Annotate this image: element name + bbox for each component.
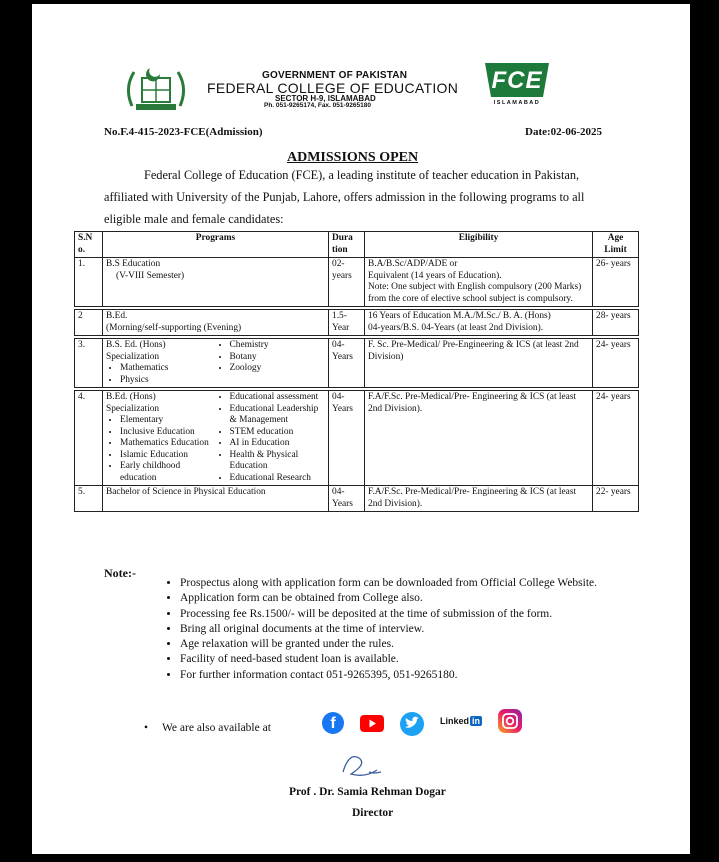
header-programs: Programs [103, 232, 329, 258]
list-item: • Mathematics [120, 363, 216, 375]
row-age: 26- years [593, 258, 639, 307]
row-sn: 4. [75, 391, 103, 486]
row-program [103, 258, 329, 307]
specialization-block [106, 340, 325, 386]
row-duration: 04- Years [329, 391, 365, 486]
notes-list [162, 576, 640, 683]
note-text: Prospectus along with application form can be downloaded from Official College Website. [180, 577, 598, 589]
facebook-icon[interactable] [322, 712, 344, 734]
row-eligibility [365, 258, 593, 307]
fce-logo [483, 59, 551, 111]
row-age: 24- years [593, 339, 639, 388]
intro-paragraph: Federal College of Education (FCE), a leading institute of teacher education in Pakistan, affiliated with University of the Punjab, Lahore, offers admission in the following programs to all eligible male and female candidates: [104, 168, 585, 226]
program-detail: (Morning/self-supporting (Evening) [106, 322, 242, 333]
eligibility-line: 04-years/B.S. 04-Years (at least 2nd Division). [368, 322, 544, 333]
linkedin-icon[interactable] [440, 716, 482, 726]
program-detail: Specialization [106, 403, 160, 414]
social-links [322, 708, 562, 738]
specialization-left [106, 392, 216, 484]
notice-title: ADMISSIONS OPEN [287, 150, 419, 165]
row-age: 24- years [593, 391, 639, 486]
row-age: 22- years [593, 486, 639, 512]
college-name: FEDERAL COLLEGE OF EDUCATION [207, 80, 459, 96]
bullet-icon: • [144, 722, 149, 734]
header-age: Age Limit [593, 232, 639, 258]
list-item: • Educational Leadership & Management [230, 404, 326, 427]
row-program [103, 339, 329, 388]
list-item: • Educational Research [230, 473, 326, 485]
note-item: • Application form can be obtained from College also. [180, 591, 640, 606]
list-item: • Early childhood education [120, 461, 216, 484]
eligibility-line: 16 Years of Education M.A./M.Sc./ B. A. (Hons) [368, 311, 551, 321]
instagram-camera-icon [498, 709, 522, 733]
program-name: B.S. Ed. (Hons) [106, 340, 166, 350]
program-name: B.Ed. (Hons) [106, 392, 156, 402]
table-header-row [75, 232, 639, 258]
row-program: Bachelor of Science in Physical Education [103, 486, 329, 512]
fce-logo-text: FCE [491, 67, 543, 94]
specialization-list [216, 340, 326, 375]
list-item: • AI in Education [230, 438, 326, 450]
eligibility-line: Note: One subject with English compulsory (200 Marks) from the core of elective school subject is compulsory. [368, 282, 582, 304]
note-item: • Age relaxation will be granted under the rules. [180, 637, 640, 652]
table-row [75, 310, 639, 336]
specialization-list [216, 392, 326, 484]
list-item: • Chemistry [230, 340, 326, 352]
list-item: • Elementary [120, 415, 216, 427]
program-detail: (V-VIII Semester) [116, 270, 185, 281]
signatory-designation: Director [352, 807, 394, 819]
list-item: • Physics [120, 375, 216, 387]
program-name: B.S Education [106, 259, 161, 269]
admission-notice-page [32, 4, 690, 854]
list-item: • Inclusive Education [120, 427, 216, 439]
table-row [75, 486, 639, 512]
list-item: • Islamic Education [120, 450, 216, 462]
available-at [144, 722, 271, 734]
row-duration: 02- years [329, 258, 365, 307]
program-name: B.Ed. [106, 311, 128, 321]
youtube-icon[interactable] [360, 715, 384, 732]
list-item: • Educational assessment [230, 392, 326, 404]
table-row [75, 391, 639, 486]
government-heading: GOVERNMENT OF PAKISTAN [262, 70, 408, 81]
header-duration: Dura tion [329, 232, 365, 258]
row-sn: 5. [75, 486, 103, 512]
facebook-glyph: f [330, 715, 336, 732]
specialization-list [106, 363, 216, 386]
notice-date: Date:02-06-2025 [525, 126, 602, 138]
list-item: • Botany [230, 352, 326, 364]
instagram-icon[interactable] [498, 709, 522, 733]
list-item: • Mathematics Education [120, 438, 216, 450]
college-phone: Ph. 051-9265174, Fax. 051-9265180 [264, 102, 371, 109]
twitter-icon[interactable] [400, 712, 424, 736]
eligibility-line: Equivalent (14 years of Education). [368, 270, 502, 281]
linkedin-badge: in [472, 716, 481, 726]
table-row [75, 339, 639, 388]
signatory-name: Prof . Dr. Samia Rehman Dogar [289, 786, 446, 798]
reference-number: No.F.4-415-2023-FCE(Admission) [104, 126, 263, 138]
program-detail: Specialization [106, 351, 160, 362]
college-address: SECTOR H-9, ISLAMABAD [275, 94, 376, 103]
twitter-bird-icon [400, 712, 424, 736]
note-item: • Bring all original documents at the time of interview. [180, 622, 640, 637]
pakistan-emblem-icon [124, 62, 188, 112]
specialization-left [106, 340, 216, 386]
available-text: We are also available at [162, 722, 271, 734]
row-eligibility: F.A/F.Sc. Pre-Medical/Pre- Engineering & ICS (at least 2nd Division). [365, 486, 593, 512]
row-sn: 1. [75, 258, 103, 307]
row-duration: 04- Years [329, 486, 365, 512]
note-item: • Facility of need-based student loan is available. [180, 652, 640, 667]
table-row [75, 258, 639, 307]
signature-icon [337, 748, 387, 782]
programs-table [74, 231, 639, 512]
header-sn: S.N o. [75, 232, 103, 258]
row-duration: 1.5- Year [329, 310, 365, 336]
row-sn: 3. [75, 339, 103, 388]
specialization-right [216, 340, 326, 386]
row-program [103, 391, 329, 486]
row-eligibility [365, 310, 593, 336]
list-item: • Zoology [230, 363, 326, 375]
specialization-block [106, 392, 325, 484]
specialization-list [106, 415, 216, 484]
row-sn: 2 [75, 310, 103, 336]
header-eligibility: Eligibility [365, 232, 593, 258]
row-duration: 04- Years [329, 339, 365, 388]
list-item: • Health & Physical Education [230, 450, 326, 473]
youtube-play-icon [360, 715, 384, 732]
row-program [103, 310, 329, 336]
fce-logo-sub: ISLAMABAD [493, 100, 541, 106]
note-item: • For further information contact 051-9265395, 051-9265180. [180, 668, 640, 683]
specialization-right [216, 392, 326, 484]
row-eligibility: F. Sc. Pre-Medical/ Pre-Engineering & ICS (at least 2nd Division) [365, 339, 593, 388]
row-eligibility: F.A/F.Sc. Pre-Medical/Pre- Engineering & ICS (at least 2nd Division). [365, 391, 593, 486]
note-item: • Processing fee Rs.1500/- will be deposited at the time of submission of the form. [180, 607, 640, 622]
note-heading: Note:- [104, 566, 136, 580]
row-age: 28- years [593, 310, 639, 336]
note-item [180, 576, 640, 591]
linkedin-text: Linked [440, 716, 470, 726]
eligibility-line: B.A/B.Sc/ADP/ADE or [368, 259, 458, 269]
list-item: • STEM education [230, 427, 326, 439]
